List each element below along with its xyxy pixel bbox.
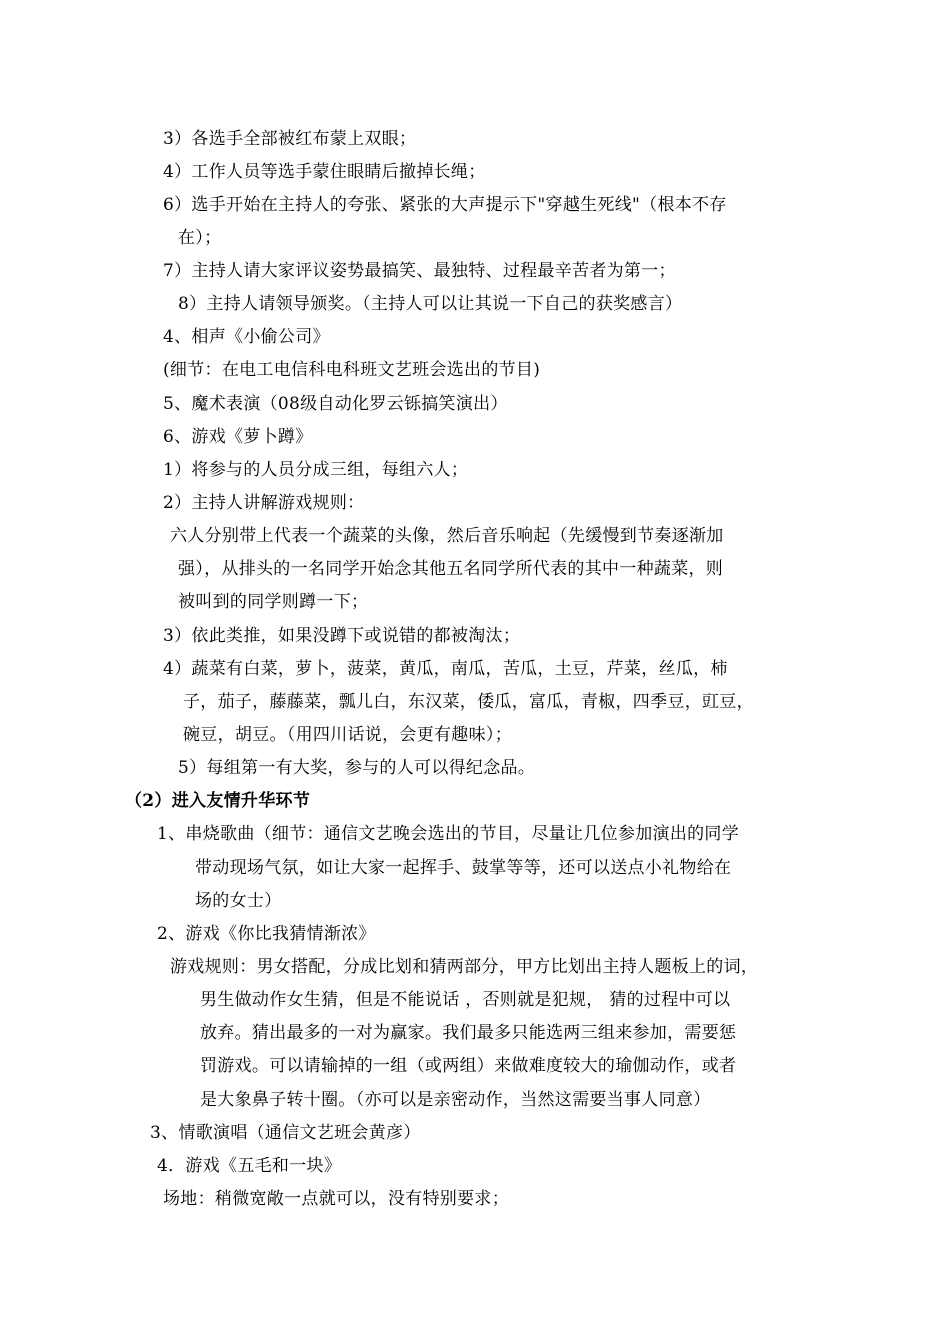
text-line: 六人分别带上代表一个蔬菜的头像，然后音乐响起（先缓慢到节奏逐渐加 xyxy=(170,526,724,546)
text-line: 放弃。猜出最多的一对为赢家。我们最多只能选两三组来参加，需要惩 xyxy=(200,1023,737,1043)
text-line: (细节：在电工电信科电科班文艺班会选出的节目) xyxy=(163,360,541,380)
text-line: 4）蔬菜有白菜，萝卜，菠菜，黄瓜，南瓜，苦瓜，土豆，芹菜，丝瓜，柿 xyxy=(163,659,728,679)
text-line: 3）依此类推，如果没蹲下或说错的都被淘汰； xyxy=(163,626,521,646)
text-line: 是大象鼻子转十圈。（亦可以是亲密动作，当然这需要当事人同意） xyxy=(200,1090,711,1110)
text-line: 4）工作人员等选手蒙住眼睛后撤掉长绳； xyxy=(163,162,486,182)
text-line: 在）； xyxy=(178,228,222,248)
section-heading: 3、情歌演唱（通信文艺班会黄彦） xyxy=(150,1123,421,1143)
section-heading: 2、游戏《你比我猜情渐浓》 xyxy=(157,924,376,944)
section-heading: 5、魔术表演（08级自动化罗云铄搞笑演出） xyxy=(163,394,508,414)
text-line: 场地：稍微宽敞一点就可以，没有特别要求； xyxy=(163,1189,509,1209)
text-line: 带动现场气氛，如让大家一起挥手、鼓掌等等，还可以送点小礼物给在 xyxy=(195,858,732,878)
text-line: 1）将参与的人员分成三组，每组六人； xyxy=(163,460,469,480)
text-line: 7）主持人请大家评议姿势最搞笑、最独特、过程最辛苦者为第一； xyxy=(163,261,676,281)
text-line: 子，茄子，藤藤菜，瓢儿白，东汉菜，倭瓜，富瓜，青椒，四季豆，豇豆， xyxy=(183,692,754,712)
section-heading: 1、串烧歌曲（细节：通信文艺晚会选出的节目，尽量让几位参加演出的同学 xyxy=(157,824,740,844)
text-line: 2）主持人讲解游戏规则： xyxy=(163,493,365,513)
section-heading: （2）进入友情升华环节 xyxy=(125,791,311,811)
text-line: 被叫到的同学则蹲一下； xyxy=(178,592,369,612)
section-heading: 4．游戏《五毛和一块》 xyxy=(157,1156,342,1176)
text-line: 8）主持人请领导颁奖。（主持人可以让其说一下自己的获奖感言） xyxy=(178,294,683,314)
text-line: 3）各选手全部被红布蒙上双眼； xyxy=(163,129,417,149)
text-line: 罚游戏。可以请输掉的一组（或两组）来做难度较大的瑜伽动作，或者 xyxy=(200,1056,737,1076)
text-line: 强），从排头的一名同学开始念其他五名同学所代表的其中一种蔬菜，则 xyxy=(178,559,724,579)
text-line: 5）每组第一有大奖，参与的人可以得纪念品。 xyxy=(178,758,536,778)
text-line: 场的女士） xyxy=(195,891,282,911)
section-heading: 4、相声《小偷公司》 xyxy=(163,327,330,347)
text-line: 游戏规则：男女搭配，分成比划和猜两部分，甲方比划出主持人题板上的词， xyxy=(170,957,759,977)
text-line: 碗豆，胡豆。（用四川话说，会更有趣味）； xyxy=(183,725,512,745)
text-line: 6）选手开始在主持人的夸张、紧张的大声提示下"穿越生死线"（根本不存 xyxy=(163,195,727,215)
text-line: 男生做动作女生猜，但是不能说话 ，否则就是犯规， 猜的过程中可以 xyxy=(200,990,731,1010)
section-heading: 6、游戏《萝卜蹲》 xyxy=(163,427,313,447)
